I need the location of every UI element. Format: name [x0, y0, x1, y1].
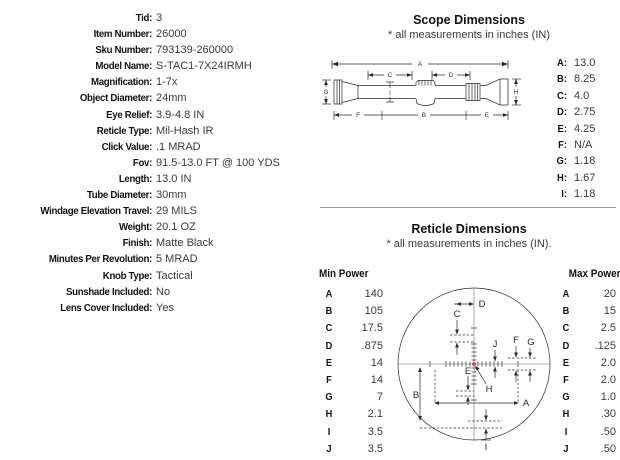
max-power-key: G	[562, 391, 570, 404]
min-power-value: 2.1	[367, 408, 383, 421]
max-power-key: E	[562, 356, 570, 369]
scope-dimensions-subtitle: * all measurements in inches (IN)	[387, 29, 550, 41]
scope-dimension-value: N/A	[574, 138, 593, 151]
spec-row	[0, 123, 300, 139]
spec-label: Fov:	[132, 156, 152, 169]
max-power-key: J	[563, 442, 569, 455]
spec-row	[0, 90, 300, 106]
spec-label: Magnification:	[91, 76, 152, 89]
max-power-value: .125	[594, 339, 616, 352]
scope-dimension-key: G:	[556, 155, 567, 168]
min-power-value: 105	[364, 305, 383, 318]
min-power-key: B	[325, 305, 333, 318]
spec-value: 30mm	[156, 189, 187, 202]
spec-label: Model Name:	[95, 60, 152, 73]
scope-dimension-key: B:	[557, 73, 567, 86]
scope-dimension-value: 4.0	[574, 89, 590, 102]
scope-diagram	[320, 55, 542, 125]
spec-label: Sunshade Included:	[66, 285, 152, 298]
spec-value: 3	[156, 12, 163, 24]
max-power-row	[556, 372, 620, 389]
max-power-key: F	[563, 373, 569, 386]
spec-value: 5 MRAD	[156, 253, 198, 266]
min-power-heading: Min Power	[319, 268, 369, 280]
spec-label: Tid:	[135, 12, 152, 24]
scope-label-B: B	[421, 112, 427, 120]
scope-dimensions-section	[318, 13, 620, 201]
spec-row	[0, 107, 300, 123]
spec-label: Sku Number:	[95, 44, 152, 57]
spec-value: 793139-260000	[156, 44, 234, 57]
max-power-row	[556, 424, 620, 441]
min-power-row	[319, 389, 387, 406]
spec-label: Tube Diameter:	[86, 189, 152, 202]
spec-value: Matte Black	[156, 237, 214, 250]
reticle-label-C: C	[453, 309, 461, 320]
min-power-value: .875	[361, 339, 383, 352]
scope-dimension-value: 8.25	[574, 73, 596, 86]
min-power-key: E	[325, 356, 333, 369]
max-power-value: 2.0	[600, 356, 616, 369]
spec-label: Reticle Type:	[96, 124, 152, 137]
scope-dimension-key: A:	[557, 57, 567, 69]
min-power-value: 14	[370, 356, 383, 369]
max-power-key: I	[564, 425, 568, 438]
spec-label: Knob Type:	[102, 269, 152, 282]
scope-dimension-row	[550, 170, 620, 186]
spec-row	[0, 187, 300, 203]
min-power-value: 14	[370, 373, 383, 386]
max-power-value: 20	[603, 288, 616, 300]
scope-dimension-key: D:	[557, 106, 567, 119]
min-power-row	[319, 372, 387, 389]
max-power-value: 15	[603, 305, 616, 318]
min-power-value: 140	[364, 288, 383, 300]
spec-row	[0, 251, 300, 267]
reticle-label-J: J	[492, 339, 498, 350]
reticle-dimensions-title: Reticle Dimensions	[411, 222, 527, 236]
max-power-row	[556, 338, 620, 355]
min-power-values	[319, 286, 387, 458]
scope-dimension-value: 1.67	[574, 171, 596, 184]
reticle-label-A: A	[522, 398, 530, 409]
spec-value: 29 MILS	[156, 205, 197, 218]
scope-label-F: F	[356, 112, 360, 120]
scope-dimension-key: H:	[557, 171, 567, 184]
min-power-row	[319, 338, 387, 355]
min-power-key: H	[325, 408, 333, 421]
min-power-row	[319, 355, 387, 372]
scope-dimension-row	[550, 88, 620, 104]
reticle-label-D: D	[478, 299, 486, 310]
spec-value: No	[156, 285, 171, 298]
scope-dimension-value: 13.0	[574, 57, 596, 69]
scope-dimension-row	[550, 186, 620, 202]
min-power-value: 7	[376, 391, 383, 404]
reticle-label-F: F	[513, 335, 519, 346]
spec-value: 13.0 IN	[156, 172, 192, 185]
spec-label: Windage Elevation Travel:	[40, 205, 152, 218]
scope-dimension-value: 2.75	[574, 106, 596, 119]
spec-label: Click Value:	[101, 140, 152, 153]
min-power-row	[319, 424, 387, 441]
spec-row	[0, 219, 300, 235]
spec-label: Finish:	[122, 237, 152, 250]
spec-row	[0, 26, 300, 42]
max-power-value: 1.0	[600, 391, 616, 404]
spec-row	[0, 284, 300, 300]
scope-label-I: I	[389, 90, 391, 97]
scope-label-D: D	[448, 72, 454, 80]
min-power-row	[319, 303, 387, 320]
scope-dimension-values	[550, 55, 620, 203]
scope-dimension-value: 1.18	[574, 188, 596, 201]
spec-row	[0, 139, 300, 155]
min-power-key: G	[325, 391, 333, 404]
reticle-label-H: H	[485, 384, 493, 395]
spec-value: 20.1 OZ	[156, 221, 196, 234]
spec-label: Eye Relief:	[106, 108, 152, 121]
min-power-key: C	[325, 322, 333, 335]
spec-label: Item Number:	[93, 28, 152, 41]
max-power-row	[556, 441, 620, 458]
max-power-row	[556, 303, 620, 320]
min-power-row	[319, 406, 387, 423]
max-power-row	[556, 406, 620, 423]
spec-value: 3.9-4.8 IN	[156, 108, 205, 121]
spec-value: Mil-Hash IR	[156, 124, 214, 137]
spec-value: S-TAC1-7X24IRMH	[156, 60, 252, 73]
scope-label-C: C	[387, 72, 393, 80]
min-power-value: 3.5	[367, 442, 383, 455]
reticle-diagram	[390, 272, 558, 452]
spec-row	[0, 42, 300, 58]
spec-row	[0, 171, 300, 187]
max-power-row	[556, 389, 620, 406]
spec-row	[0, 203, 300, 219]
min-power-row	[319, 441, 387, 458]
max-power-heading: Max Power	[568, 268, 620, 280]
spec-row	[0, 155, 300, 171]
min-power-key: F	[326, 373, 332, 386]
max-power-key: D	[562, 339, 570, 352]
scope-dimension-key: E:	[557, 122, 567, 135]
max-power-value: 2.5	[600, 322, 616, 335]
spec-value: Yes	[156, 301, 174, 314]
section-divider	[320, 207, 616, 208]
scope-dimension-row	[550, 71, 620, 87]
max-power-key: B	[562, 305, 570, 318]
spec-row	[0, 74, 300, 90]
scope-dimension-row	[550, 104, 620, 120]
spec-label: Object Diameter:	[79, 92, 152, 105]
scope-dimension-key: F:	[558, 138, 567, 151]
max-power-row	[556, 286, 620, 303]
scope-dimension-key: I:	[561, 188, 567, 201]
reticle-label-B: B	[412, 390, 420, 401]
spec-label: Lens Cover Included:	[60, 301, 152, 314]
min-power-row	[319, 286, 387, 303]
spec-row	[0, 235, 300, 251]
spec-value: 91.5-13.0 FT @ 100 YDS	[156, 156, 280, 169]
reticle-dimensions-subtitle: * all measurements in inches (IN).	[386, 238, 552, 250]
max-power-key: H	[562, 408, 570, 421]
reticle-label-I: I	[484, 442, 488, 453]
scope-dimension-row	[550, 153, 620, 169]
max-power-key: A	[562, 288, 570, 300]
min-power-key: D	[325, 339, 333, 352]
right-column	[318, 0, 620, 460]
min-power-value: 17.5	[361, 322, 383, 335]
scope-dimensions-title: Scope Dimensions	[413, 13, 525, 27]
max-power-value: .50	[600, 425, 616, 438]
min-power-key: A	[325, 288, 333, 300]
spec-row	[0, 268, 300, 284]
spec-row	[0, 300, 300, 316]
scope-dimension-value: 4.25	[574, 122, 596, 135]
spec-label: Length:	[118, 172, 152, 185]
spec-value: 24mm	[156, 92, 187, 105]
spec-label: Weight:	[119, 221, 152, 234]
scope-dimension-row	[550, 137, 620, 153]
max-power-value: .30	[600, 408, 616, 421]
min-power-key: I	[327, 425, 331, 438]
scope-dimension-row	[550, 55, 620, 71]
scope-label-H: H	[513, 89, 519, 96]
spec-row	[0, 10, 300, 26]
scope-label-E: E	[484, 112, 490, 120]
min-power-row	[319, 320, 387, 337]
max-power-key: C	[562, 322, 570, 335]
reticle-center-dot	[472, 362, 476, 366]
min-power-key: J	[326, 442, 332, 455]
max-power-value: 2.0	[600, 373, 616, 386]
spec-value: Tactical	[156, 269, 193, 282]
max-power-values	[556, 286, 620, 458]
reticle-label-E: E	[464, 366, 472, 377]
min-power-value: 3.5	[367, 425, 383, 438]
scope-dimension-key: C:	[557, 89, 567, 102]
spec-value: 26000	[156, 28, 187, 41]
max-power-row	[556, 355, 620, 372]
scope-label-A: A	[417, 61, 423, 68]
spec-value: 1-7x	[156, 76, 178, 89]
scope-dimension-value: 1.18	[574, 155, 596, 168]
spec-label: Minutes Per Revolution:	[48, 253, 152, 266]
scope-dimension-row	[550, 121, 620, 137]
reticle-dimensions-section	[318, 222, 620, 455]
scope-label-G: G	[323, 89, 329, 96]
max-power-row	[556, 320, 620, 337]
max-power-value: .50	[600, 442, 616, 455]
spec-value: .1 MRAD	[156, 140, 201, 153]
specification-list	[0, 10, 300, 316]
reticle-label-G: G	[527, 337, 535, 348]
spec-row	[0, 58, 300, 74]
